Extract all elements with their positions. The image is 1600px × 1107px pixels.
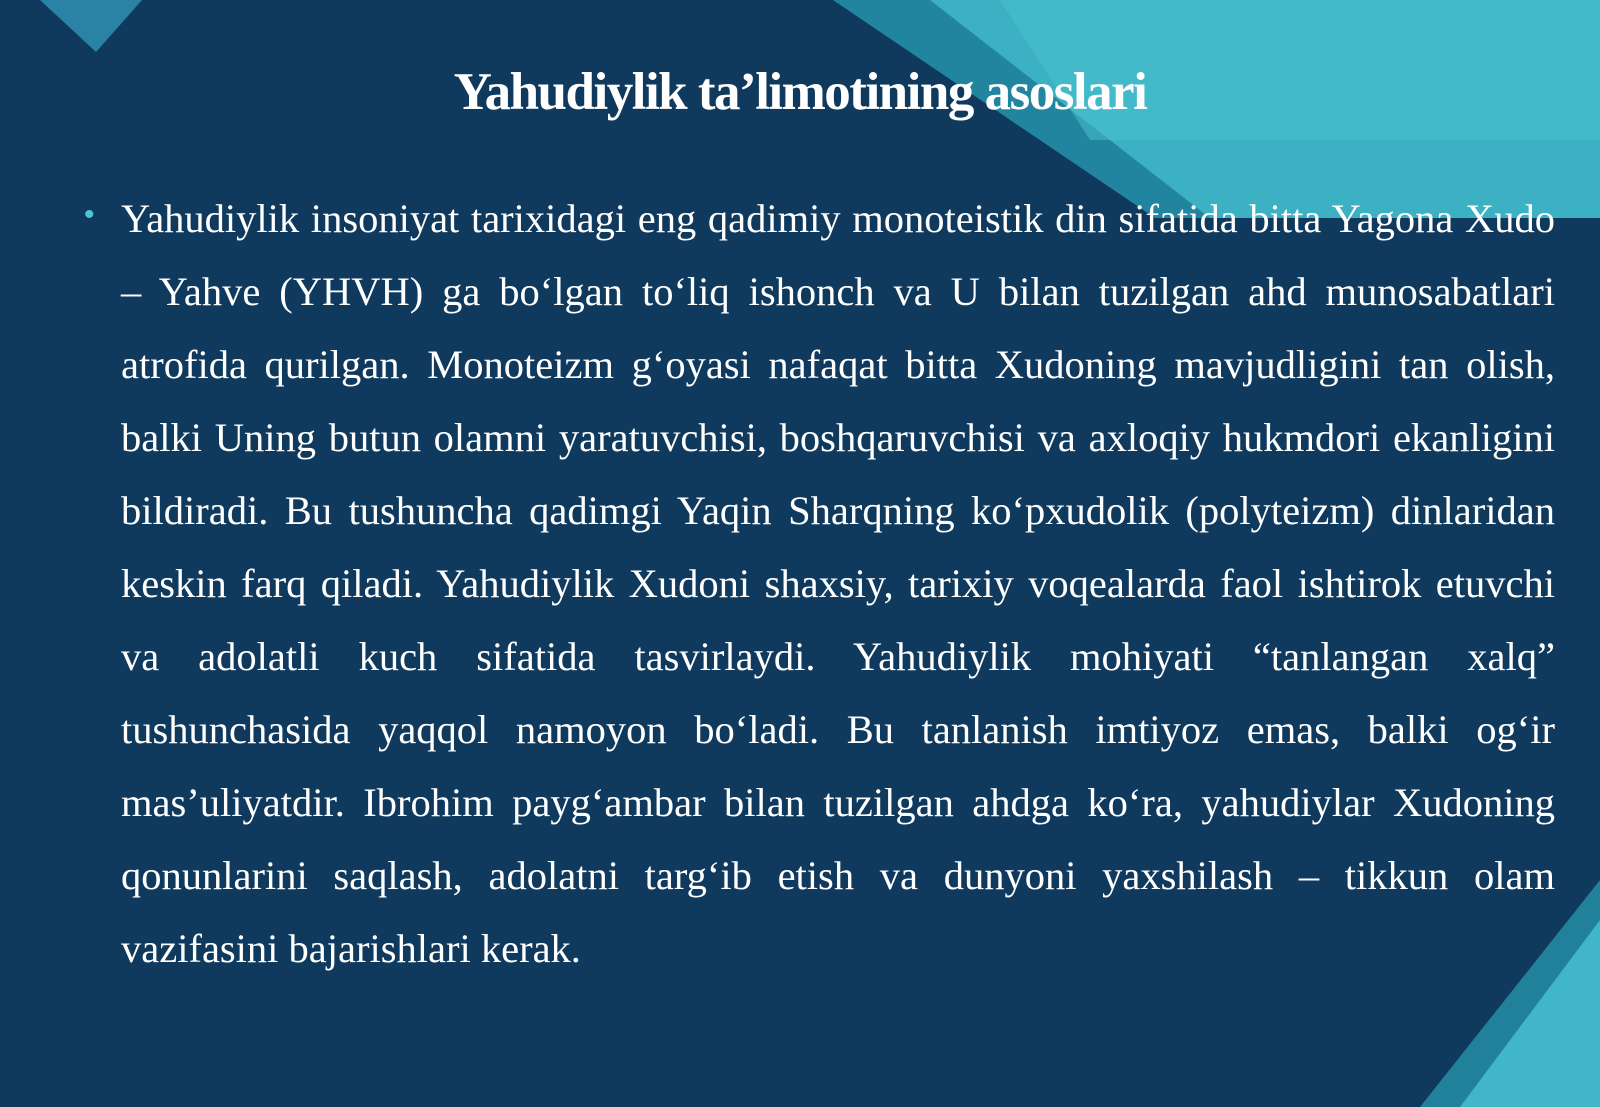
slide-title: Yahudiylik ta’limotining asoslari bbox=[453, 63, 1147, 121]
bullet-paragraph: Yahudiylik insoniyat tarixidagi eng qadimiy monoteistik din sifatida bitta Yagona Xudo – Yahve (YHVH) ga bo‘lgan to‘liq ishonch va U bilan tuzilgan ahd munosabatlari atrofida qurilgan. Monoteizm g‘oyasi nafaqat bitta Xudoning mavjudligini tan olish, balki Uning butun olamni yaratuvchisi, boshqaruvchisi va axloqiy hukmdori ekanligini bildiradi. Bu tushuncha qadimgi Yaqin Sharqning ko‘pxudolik (polyteizm) dinlaridan keskin farq qiladi. Yahudiylik Xudoni shaxsiy, tarixiy voqealarda faol ishtirok etuvchi va adolatli kuch sifatida tasvirlaydi. Yahudiylik mohiyati “tanlangan xalq” tushunchasida yaqqol namoyon bo‘ladi. Bu tanlanish imtiyoz emas, balki og‘ir mas’uliyatdir. Ibrohim payg‘ambar bilan tuzilgan ahdga ko‘ra, yahudiylar Xudoning qonunlarini saqlash, adolatni targ‘ib etish va dunyoni yaxshilash – tikkun olam vazifasini bajarishlari kerak. bbox=[121, 196, 1555, 971]
corner-triangle-top-left bbox=[40, 0, 142, 52]
bullet-marker: • bbox=[84, 198, 95, 231]
